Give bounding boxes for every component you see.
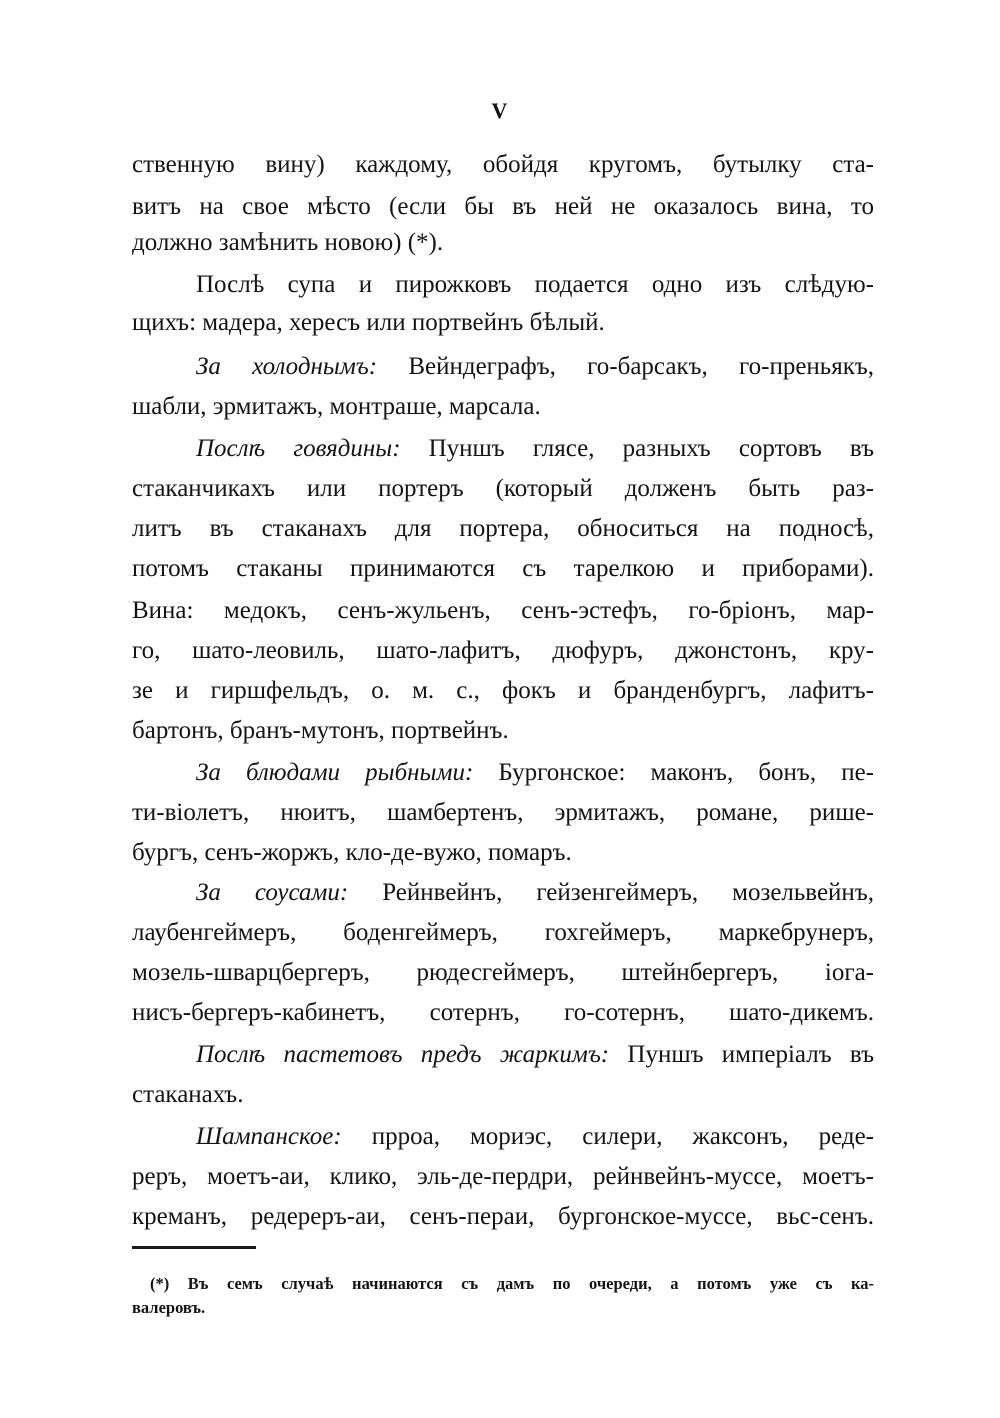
text-line [132, 798, 874, 828]
line-text: Рейнвейнъ, гейзенгеймеръ, мозельвейнъ, [348, 879, 874, 906]
line-text: Бургонское: маконъ, бонъ, пе- [473, 759, 874, 786]
line-text: Пуншъ имперіалъ въ [609, 1041, 874, 1068]
text-line [132, 514, 874, 544]
line-text: Вина: медокъ, сенъ-жульенъ, сенъ-эстефъ, го-бріонъ, мар- [132, 597, 874, 624]
text-line [196, 1122, 874, 1152]
text-line [132, 1080, 874, 1110]
text-line [132, 150, 874, 180]
text-line [132, 1202, 874, 1232]
line-text: ти-віолетъ, нюитъ, шамбертенъ, эрмитажъ, романе, рише- [132, 799, 874, 826]
text-line [196, 758, 874, 788]
section-lead: За соусами: [196, 879, 349, 906]
text-line [196, 878, 874, 908]
text-line [132, 474, 874, 504]
line-text: ственную вину) каждому, обойдя кругомъ, бутылку ста- [132, 151, 874, 178]
line-text: зе и гиршфельдъ, о. м. с., фокъ и бранденбургъ, лафитъ- [132, 677, 874, 704]
line-text: бартонъ, бранъ-мутонъ, портвейнъ. [132, 717, 509, 744]
line-text: шабли, эрмитажъ, монтраше, марсала. [132, 393, 541, 420]
line-text: креманъ, редереръ-аи, сенъ-пераи, бургонское-муссе, вьс-сенъ. [132, 1203, 874, 1230]
text-line [132, 228, 874, 258]
text-line [196, 1040, 874, 1070]
text-line [132, 192, 874, 222]
line-text: стаканахъ. [132, 1081, 244, 1108]
text-line [132, 554, 874, 584]
line-text: должно замѣнить новою) (*). [132, 229, 444, 256]
line-text: витъ на свое мѣсто (если бы въ ней не оказалось вина, то [132, 193, 874, 220]
section-lead: Шампанское: [196, 1123, 342, 1150]
line-text: бургъ, сенъ-жоржъ, кло-де-вужо, помаръ. [132, 839, 572, 866]
text-line [132, 838, 874, 868]
line-text: щихъ: мадера, хересъ или портвейнъ бѣлый. [132, 309, 605, 336]
line-text: литъ въ стаканахъ для портера, обноситься на подносѣ, [132, 515, 874, 542]
page-number: V [491, 98, 509, 123]
text-line [132, 958, 874, 988]
footnote-line: валеровъ. [132, 1298, 206, 1317]
text-line [132, 716, 874, 746]
section-lead: За блюдами рыбными: [196, 759, 474, 786]
text-line [196, 352, 874, 382]
text-line [132, 1162, 874, 1192]
line-text: Послѣ супа и пирожковъ подается одно изъ слѣдую- [196, 271, 874, 298]
footnote-separator [132, 1246, 256, 1249]
line-text: прроа, мориэс, силери, жаксонъ, реде- [341, 1123, 874, 1150]
footnote-line: (*) Въ семъ случаѣ начинаются съ дамъ по очереди, а потомъ уже съ ка- [150, 1274, 874, 1293]
text-line [132, 998, 874, 1028]
line-text: лаубенгеймеръ, боденгеймеръ, гохгеймеръ, маркебрунеръ, [132, 919, 874, 946]
text-line [132, 308, 874, 338]
section-lead: За холоднымъ: [196, 353, 378, 380]
text-line [132, 676, 874, 706]
line-text: реръ, моетъ-аи, клико, эль-де-пердри, рейнвейнъ-муссе, моетъ- [132, 1163, 874, 1190]
section-lead: Послѣ пастетовъ предъ жаркимъ: [196, 1041, 610, 1068]
line-text: Вейндеграфъ, го-барсакъ, го-преньякъ, [377, 353, 875, 380]
text-line [196, 434, 874, 464]
line-text: нисъ-бергеръ-кабинетъ, сотернъ, го-сотернъ, шато-дикемъ. [132, 999, 874, 1026]
line-text: го, шато-леовиль, шато-лафитъ, дюфуръ, джонстонъ, кру- [132, 637, 874, 664]
line-text: мозель-шварцбергеръ, рюдесгеймеръ, штейнбергеръ, іога- [132, 959, 874, 986]
text-line [132, 596, 874, 626]
text-line [132, 918, 874, 948]
line-text: потомъ стаканы принимаются съ тарелкою и приборами). [132, 555, 874, 582]
text-line [132, 392, 874, 422]
text-line [132, 636, 874, 666]
line-text: стаканчикахъ или портеръ (который долженъ быть раз- [132, 475, 874, 502]
line-text: Пуншъ глясе, разныхъ сортовъ въ [400, 435, 874, 462]
text-line [196, 270, 874, 300]
section-lead: Послѣ говядины: [196, 435, 401, 462]
